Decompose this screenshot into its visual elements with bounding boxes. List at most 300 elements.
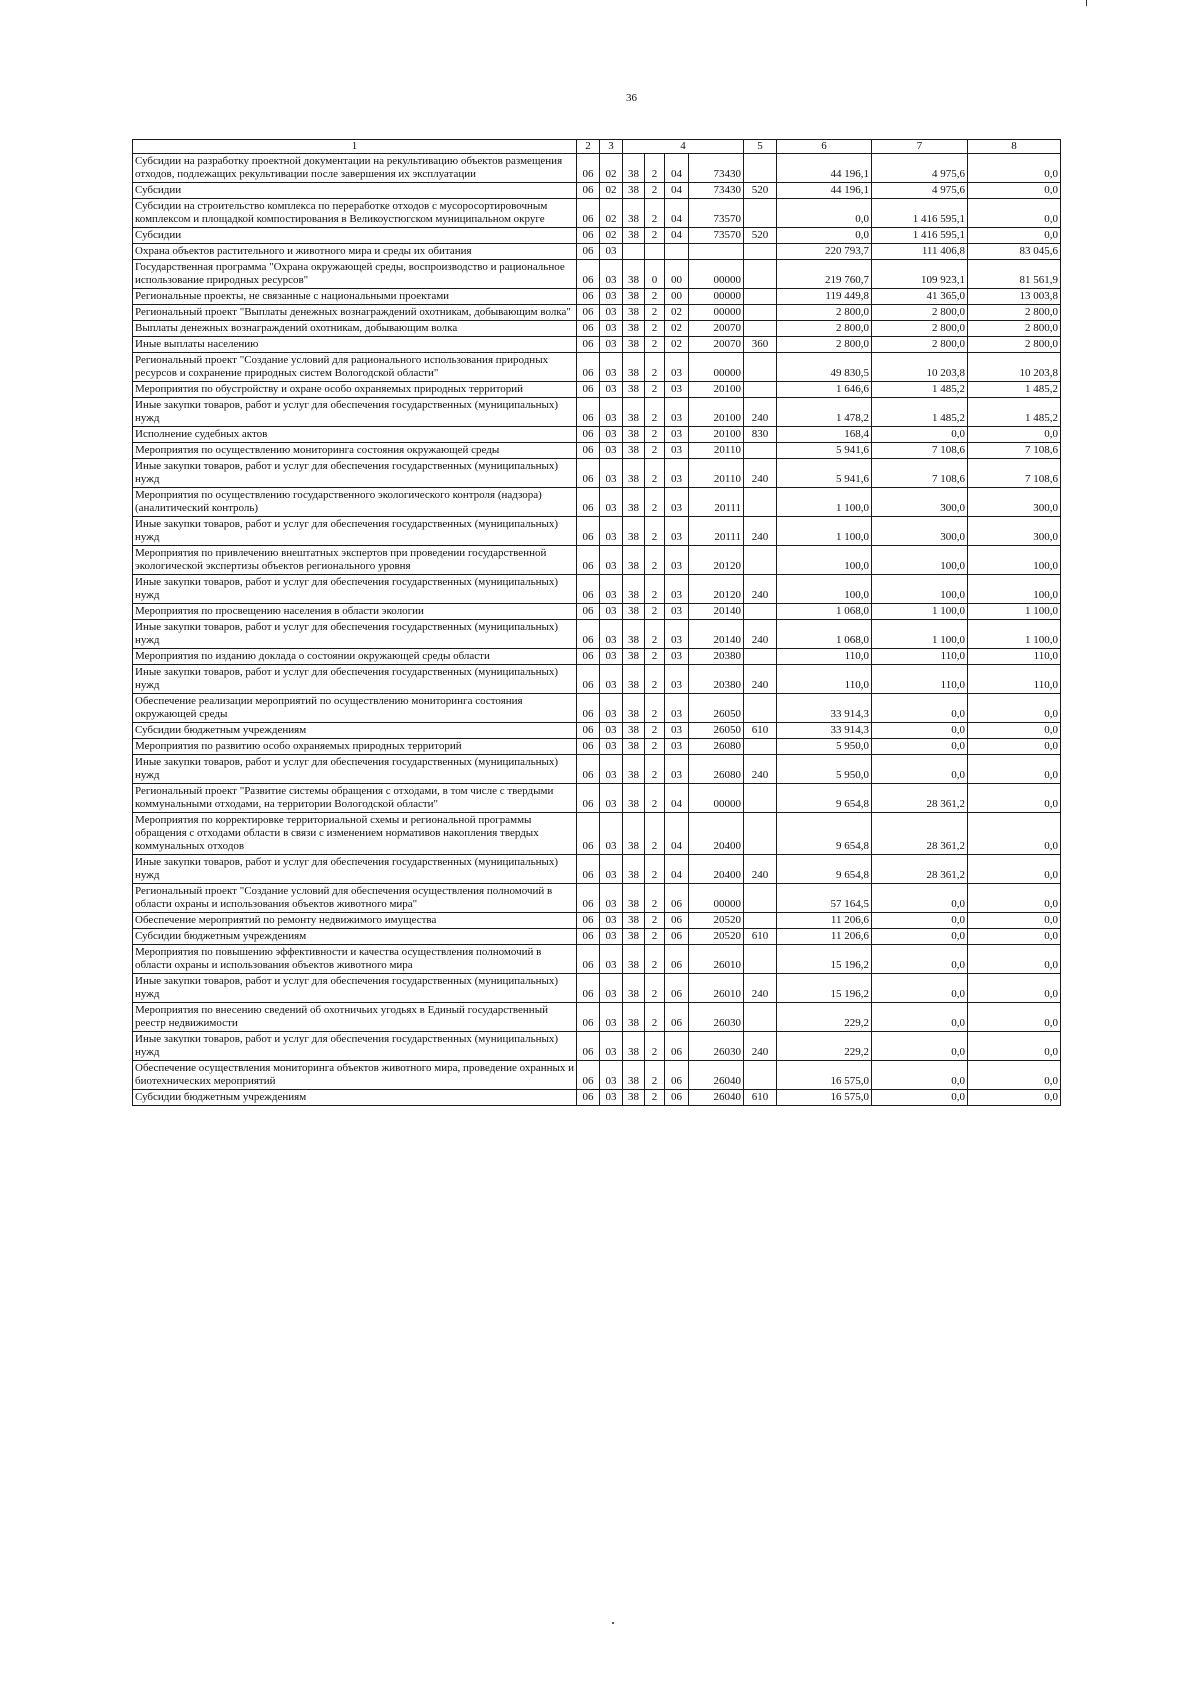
subsection-code: 03 bbox=[600, 929, 623, 945]
value-col-6: 1 478,2 bbox=[777, 398, 872, 427]
page-number: 36 bbox=[626, 92, 637, 104]
project-code bbox=[665, 244, 689, 260]
program-code: 38 bbox=[623, 1003, 645, 1032]
value-col-8: 0,0 bbox=[968, 884, 1061, 913]
project-code: 06 bbox=[665, 913, 689, 929]
item-code: 73570 bbox=[689, 228, 744, 244]
value-col-6: 9 654,8 bbox=[777, 784, 872, 813]
value-col-6: 110,0 bbox=[777, 649, 872, 665]
item-code: 20140 bbox=[689, 620, 744, 649]
row-name: Мероприятия по внесению сведений об охотничьих угодьях в Единый государственный реестр недвижимости bbox=[133, 1003, 577, 1032]
subprogram-code: 2 bbox=[645, 755, 665, 784]
expense-type-code bbox=[744, 1061, 777, 1090]
project-code: 06 bbox=[665, 1090, 689, 1106]
value-col-6: 0,0 bbox=[777, 228, 872, 244]
subprogram-code: 2 bbox=[645, 321, 665, 337]
expense-type-code: 610 bbox=[744, 929, 777, 945]
section-code: 06 bbox=[577, 1061, 600, 1090]
value-col-8: 0,0 bbox=[968, 1032, 1061, 1061]
value-col-7: 109 923,1 bbox=[872, 260, 968, 289]
section-code: 06 bbox=[577, 305, 600, 321]
value-col-7: 100,0 bbox=[872, 575, 968, 604]
value-col-7: 1 100,0 bbox=[872, 604, 968, 620]
header-col-5: 5 bbox=[744, 140, 777, 154]
section-code: 06 bbox=[577, 353, 600, 382]
section-code: 06 bbox=[577, 1032, 600, 1061]
item-code: 26010 bbox=[689, 945, 744, 974]
expense-type-code bbox=[744, 884, 777, 913]
program-code: 38 bbox=[623, 154, 645, 183]
expense-type-code: 240 bbox=[744, 755, 777, 784]
subsection-code: 03 bbox=[600, 884, 623, 913]
value-col-6: 57 164,5 bbox=[777, 884, 872, 913]
expense-type-code bbox=[744, 289, 777, 305]
value-col-6: 119 449,8 bbox=[777, 289, 872, 305]
value-col-8: 2 800,0 bbox=[968, 321, 1061, 337]
item-code: 73570 bbox=[689, 199, 744, 228]
expense-type-code bbox=[744, 260, 777, 289]
value-col-6: 11 206,6 bbox=[777, 929, 872, 945]
value-col-8: 0,0 bbox=[968, 974, 1061, 1003]
section-code: 06 bbox=[577, 321, 600, 337]
expense-type-code bbox=[744, 784, 777, 813]
table-row bbox=[133, 604, 1061, 620]
table-row bbox=[133, 260, 1061, 289]
row-name: Иные закупки товаров, работ и услуг для обеспечения государственных (муниципальных) нужд bbox=[133, 398, 577, 427]
project-code: 03 bbox=[665, 649, 689, 665]
value-col-8: 0,0 bbox=[968, 694, 1061, 723]
table-row bbox=[133, 289, 1061, 305]
subprogram-code: 2 bbox=[645, 620, 665, 649]
table-row bbox=[133, 739, 1061, 755]
row-name: Иные закупки товаров, работ и услуг для обеспечения государственных (муниципальных) нужд bbox=[133, 665, 577, 694]
table-row bbox=[133, 1090, 1061, 1106]
project-code: 03 bbox=[665, 620, 689, 649]
program-code: 38 bbox=[623, 694, 645, 723]
value-col-6: 33 914,3 bbox=[777, 694, 872, 723]
subprogram-code: 0 bbox=[645, 260, 665, 289]
subprogram-code: 2 bbox=[645, 855, 665, 884]
project-code: 04 bbox=[665, 855, 689, 884]
value-col-6: 9 654,8 bbox=[777, 855, 872, 884]
item-code: 20520 bbox=[689, 913, 744, 929]
row-name: Иные закупки товаров, работ и услуг для обеспечения государственных (муниципальных) нужд bbox=[133, 1032, 577, 1061]
value-col-8: 0,0 bbox=[968, 813, 1061, 855]
item-code: 00000 bbox=[689, 305, 744, 321]
value-col-7: 2 800,0 bbox=[872, 305, 968, 321]
program-code: 38 bbox=[623, 929, 645, 945]
item-code: 20070 bbox=[689, 321, 744, 337]
table-row bbox=[133, 913, 1061, 929]
value-col-7: 0,0 bbox=[872, 945, 968, 974]
program-code: 38 bbox=[623, 620, 645, 649]
expense-type-code: 240 bbox=[744, 665, 777, 694]
program-code: 38 bbox=[623, 813, 645, 855]
value-col-8: 0,0 bbox=[968, 228, 1061, 244]
item-code: 26080 bbox=[689, 755, 744, 784]
expense-type-code bbox=[744, 321, 777, 337]
expense-type-code: 240 bbox=[744, 620, 777, 649]
item-code: 26050 bbox=[689, 723, 744, 739]
project-code: 03 bbox=[665, 665, 689, 694]
table-row bbox=[133, 228, 1061, 244]
value-col-7: 28 361,2 bbox=[872, 813, 968, 855]
table-row bbox=[133, 694, 1061, 723]
item-code: 20070 bbox=[689, 337, 744, 353]
value-col-6: 229,2 bbox=[777, 1032, 872, 1061]
row-name: Региональный проект "Выплаты денежных вознаграждений охотникам, добывающим волка" bbox=[133, 305, 577, 321]
subprogram-code: 2 bbox=[645, 1061, 665, 1090]
expense-type-code bbox=[744, 694, 777, 723]
header-col-7: 7 bbox=[872, 140, 968, 154]
row-name: Субсидии бюджетным учреждениям bbox=[133, 723, 577, 739]
value-col-6: 15 196,2 bbox=[777, 945, 872, 974]
value-col-6: 16 575,0 bbox=[777, 1090, 872, 1106]
section-code: 06 bbox=[577, 755, 600, 784]
value-col-7: 10 203,8 bbox=[872, 353, 968, 382]
row-name: Иные закупки товаров, работ и услуг для обеспечения государственных (муниципальных) нужд bbox=[133, 517, 577, 546]
subprogram-code bbox=[645, 244, 665, 260]
subsection-code: 03 bbox=[600, 694, 623, 723]
value-col-8: 110,0 bbox=[968, 649, 1061, 665]
table-row bbox=[133, 546, 1061, 575]
project-code: 04 bbox=[665, 784, 689, 813]
program-code: 38 bbox=[623, 443, 645, 459]
value-col-8: 100,0 bbox=[968, 546, 1061, 575]
project-code: 04 bbox=[665, 199, 689, 228]
item-code: 26030 bbox=[689, 1032, 744, 1061]
program-code: 38 bbox=[623, 739, 645, 755]
subsection-code: 02 bbox=[600, 154, 623, 183]
subprogram-code: 2 bbox=[645, 723, 665, 739]
project-code: 04 bbox=[665, 183, 689, 199]
table-row bbox=[133, 855, 1061, 884]
project-code: 03 bbox=[665, 694, 689, 723]
value-col-6: 16 575,0 bbox=[777, 1061, 872, 1090]
row-name: Субсидии bbox=[133, 228, 577, 244]
item-code: 26040 bbox=[689, 1061, 744, 1090]
value-col-7: 0,0 bbox=[872, 755, 968, 784]
value-col-6: 100,0 bbox=[777, 575, 872, 604]
project-code: 03 bbox=[665, 546, 689, 575]
value-col-8: 0,0 bbox=[968, 427, 1061, 443]
subsection-code: 03 bbox=[600, 784, 623, 813]
row-name: Иные закупки товаров, работ и услуг для обеспечения государственных (муниципальных) нужд bbox=[133, 575, 577, 604]
subsection-code: 03 bbox=[600, 353, 623, 382]
subsection-code: 03 bbox=[600, 289, 623, 305]
value-col-6: 2 800,0 bbox=[777, 321, 872, 337]
table-row bbox=[133, 1032, 1061, 1061]
row-name: Субсидии на строительство комплекса по переработке отходов с мусоросортировочным комплексом и площадкой компостирования в Великоустюгском муниципальном округе bbox=[133, 199, 577, 228]
expense-type-code: 240 bbox=[744, 974, 777, 1003]
expense-type-code bbox=[744, 154, 777, 183]
project-code: 00 bbox=[665, 289, 689, 305]
subprogram-code: 2 bbox=[645, 575, 665, 604]
page-dot bbox=[612, 1622, 614, 1624]
table-row bbox=[133, 813, 1061, 855]
value-col-7: 0,0 bbox=[872, 1032, 968, 1061]
subprogram-code: 2 bbox=[645, 289, 665, 305]
value-col-8: 0,0 bbox=[968, 154, 1061, 183]
subsection-code: 03 bbox=[600, 1061, 623, 1090]
header-col-2: 2 bbox=[577, 140, 600, 154]
table-row bbox=[133, 321, 1061, 337]
value-col-8: 0,0 bbox=[968, 784, 1061, 813]
expense-type-code bbox=[744, 739, 777, 755]
subprogram-code: 2 bbox=[645, 154, 665, 183]
table-row bbox=[133, 398, 1061, 427]
value-col-8: 0,0 bbox=[968, 913, 1061, 929]
subprogram-code: 2 bbox=[645, 665, 665, 694]
value-col-8: 0,0 bbox=[968, 929, 1061, 945]
expense-type-code bbox=[744, 913, 777, 929]
expense-type-code bbox=[744, 199, 777, 228]
value-col-6: 1 646,6 bbox=[777, 382, 872, 398]
section-code: 06 bbox=[577, 517, 600, 546]
value-col-8: 81 561,9 bbox=[968, 260, 1061, 289]
expense-type-code bbox=[744, 305, 777, 321]
subsection-code: 02 bbox=[600, 199, 623, 228]
row-name: Региональный проект "Создание условий для обеспечения осуществления полномочий в области охраны и использования объектов животного мира" bbox=[133, 884, 577, 913]
section-code: 06 bbox=[577, 739, 600, 755]
section-code: 06 bbox=[577, 183, 600, 199]
section-code: 06 bbox=[577, 443, 600, 459]
expense-type-code bbox=[744, 649, 777, 665]
expense-type-code bbox=[744, 443, 777, 459]
item-code: 73430 bbox=[689, 154, 744, 183]
item-code: 26040 bbox=[689, 1090, 744, 1106]
subsection-code: 03 bbox=[600, 604, 623, 620]
value-col-7: 1 416 595,1 bbox=[872, 228, 968, 244]
row-name: Мероприятия по развитию особо охраняемых природных территорий bbox=[133, 739, 577, 755]
subprogram-code: 2 bbox=[645, 649, 665, 665]
value-col-7: 2 800,0 bbox=[872, 321, 968, 337]
project-code: 03 bbox=[665, 723, 689, 739]
program-code: 38 bbox=[623, 884, 645, 913]
subsection-code: 03 bbox=[600, 305, 623, 321]
program-code: 38 bbox=[623, 199, 645, 228]
value-col-6: 168,4 bbox=[777, 427, 872, 443]
expense-type-code: 520 bbox=[744, 183, 777, 199]
row-name: Мероприятия по повышению эффективности и качества осуществления полномочий в области охраны и использования объектов животного мира bbox=[133, 945, 577, 974]
section-code: 06 bbox=[577, 228, 600, 244]
section-code: 06 bbox=[577, 620, 600, 649]
project-code: 04 bbox=[665, 813, 689, 855]
row-name: Мероприятия по привлечению внештатных экспертов при проведении государственной экологической экспертизы объектов регионального уровня bbox=[133, 546, 577, 575]
subprogram-code: 2 bbox=[645, 1090, 665, 1106]
section-code: 06 bbox=[577, 199, 600, 228]
expense-type-code bbox=[744, 488, 777, 517]
budget-table bbox=[132, 139, 1061, 1106]
program-code: 38 bbox=[623, 945, 645, 974]
row-name: Иные выплаты населению bbox=[133, 337, 577, 353]
value-col-7: 28 361,2 bbox=[872, 784, 968, 813]
program-code: 38 bbox=[623, 517, 645, 546]
program-code: 38 bbox=[623, 228, 645, 244]
project-code: 03 bbox=[665, 459, 689, 488]
project-code: 04 bbox=[665, 154, 689, 183]
expense-type-code: 520 bbox=[744, 228, 777, 244]
project-code: 06 bbox=[665, 945, 689, 974]
value-col-8: 0,0 bbox=[968, 723, 1061, 739]
subprogram-code: 2 bbox=[645, 517, 665, 546]
value-col-8: 0,0 bbox=[968, 183, 1061, 199]
subsection-code: 03 bbox=[600, 517, 623, 546]
program-code: 38 bbox=[623, 260, 645, 289]
project-code: 06 bbox=[665, 1003, 689, 1032]
section-code: 06 bbox=[577, 398, 600, 427]
value-col-7: 0,0 bbox=[872, 974, 968, 1003]
project-code: 00 bbox=[665, 260, 689, 289]
expense-type-code: 610 bbox=[744, 723, 777, 739]
table-row bbox=[133, 443, 1061, 459]
value-col-6: 110,0 bbox=[777, 665, 872, 694]
row-name: Обеспечение осуществления мониторинга объектов животного мира, проведение охранных и биотехнических мероприятий bbox=[133, 1061, 577, 1090]
value-col-8: 1 485,2 bbox=[968, 398, 1061, 427]
table-row bbox=[133, 575, 1061, 604]
expense-type-code bbox=[744, 546, 777, 575]
program-code: 38 bbox=[623, 1032, 645, 1061]
project-code: 02 bbox=[665, 321, 689, 337]
section-code: 06 bbox=[577, 929, 600, 945]
table-row bbox=[133, 945, 1061, 974]
value-col-6: 5 941,6 bbox=[777, 443, 872, 459]
table-row bbox=[133, 199, 1061, 228]
table-row bbox=[133, 1003, 1061, 1032]
project-code: 03 bbox=[665, 575, 689, 604]
header-col-3: 3 bbox=[600, 140, 623, 154]
expense-type-code bbox=[744, 244, 777, 260]
section-code: 06 bbox=[577, 337, 600, 353]
item-code: 20380 bbox=[689, 665, 744, 694]
subsection-code: 02 bbox=[600, 183, 623, 199]
row-name: Субсидии бюджетным учреждениям bbox=[133, 1090, 577, 1106]
value-col-8: 0,0 bbox=[968, 855, 1061, 884]
row-name: Выплаты денежных вознаграждений охотникам, добывающим волка bbox=[133, 321, 577, 337]
program-code: 38 bbox=[623, 427, 645, 443]
value-col-7: 1 100,0 bbox=[872, 620, 968, 649]
value-col-7: 7 108,6 bbox=[872, 443, 968, 459]
item-code: 00000 bbox=[689, 289, 744, 305]
section-code: 06 bbox=[577, 974, 600, 1003]
value-col-7: 300,0 bbox=[872, 517, 968, 546]
expense-type-code bbox=[744, 1003, 777, 1032]
program-code: 38 bbox=[623, 459, 645, 488]
item-code: 26080 bbox=[689, 739, 744, 755]
section-code: 06 bbox=[577, 427, 600, 443]
section-code: 06 bbox=[577, 244, 600, 260]
section-code: 06 bbox=[577, 694, 600, 723]
project-code: 04 bbox=[665, 228, 689, 244]
section-code: 06 bbox=[577, 488, 600, 517]
section-code: 06 bbox=[577, 260, 600, 289]
table-row bbox=[133, 517, 1061, 546]
table-row bbox=[133, 620, 1061, 649]
item-code: 20380 bbox=[689, 649, 744, 665]
table-row bbox=[133, 665, 1061, 694]
table-row bbox=[133, 353, 1061, 382]
subprogram-code: 2 bbox=[645, 1003, 665, 1032]
program-code: 38 bbox=[623, 305, 645, 321]
program-code: 38 bbox=[623, 1061, 645, 1090]
project-code: 06 bbox=[665, 974, 689, 1003]
row-name: Иные закупки товаров, работ и услуг для обеспечения государственных (муниципальных) нужд bbox=[133, 855, 577, 884]
subsection-code: 03 bbox=[600, 974, 623, 1003]
item-code: 20100 bbox=[689, 382, 744, 398]
expense-type-code: 360 bbox=[744, 337, 777, 353]
corner-mark bbox=[1086, 0, 1087, 6]
subprogram-code: 2 bbox=[645, 459, 665, 488]
item-code: 20140 bbox=[689, 604, 744, 620]
row-name: Субсидии bbox=[133, 183, 577, 199]
program-code: 38 bbox=[623, 488, 645, 517]
row-name: Субсидии бюджетным учреждениям bbox=[133, 929, 577, 945]
expense-type-code bbox=[744, 382, 777, 398]
expense-type-code: 240 bbox=[744, 1032, 777, 1061]
section-code: 06 bbox=[577, 813, 600, 855]
value-col-8: 10 203,8 bbox=[968, 353, 1061, 382]
item-code: 00000 bbox=[689, 260, 744, 289]
value-col-7: 0,0 bbox=[872, 913, 968, 929]
subprogram-code: 2 bbox=[645, 398, 665, 427]
section-code: 06 bbox=[577, 784, 600, 813]
value-col-6: 1 068,0 bbox=[777, 620, 872, 649]
value-col-6: 9 654,8 bbox=[777, 813, 872, 855]
program-code: 38 bbox=[623, 546, 645, 575]
header-col-4: 4 bbox=[623, 140, 744, 154]
subprogram-code: 2 bbox=[645, 813, 665, 855]
value-col-8: 300,0 bbox=[968, 517, 1061, 546]
item-code: 00000 bbox=[689, 353, 744, 382]
section-code: 06 bbox=[577, 1090, 600, 1106]
value-col-6: 5 941,6 bbox=[777, 459, 872, 488]
table-row bbox=[133, 459, 1061, 488]
table-row bbox=[133, 929, 1061, 945]
row-name: Региональный проект "Создание условий для рационального использования природных ресурсов и сохранение природных систем Вологодской области" bbox=[133, 353, 577, 382]
value-col-6: 44 196,1 bbox=[777, 183, 872, 199]
subprogram-code: 2 bbox=[645, 604, 665, 620]
item-code: 20111 bbox=[689, 517, 744, 546]
value-col-8: 1 100,0 bbox=[968, 620, 1061, 649]
expense-type-code: 830 bbox=[744, 427, 777, 443]
project-code: 03 bbox=[665, 443, 689, 459]
subsection-code: 03 bbox=[600, 913, 623, 929]
section-code: 06 bbox=[577, 649, 600, 665]
value-col-7: 7 108,6 bbox=[872, 459, 968, 488]
program-code: 38 bbox=[623, 784, 645, 813]
subprogram-code: 2 bbox=[645, 929, 665, 945]
value-col-8: 2 800,0 bbox=[968, 305, 1061, 321]
value-col-8: 0,0 bbox=[968, 739, 1061, 755]
subsection-code: 03 bbox=[600, 321, 623, 337]
subprogram-code: 2 bbox=[645, 228, 665, 244]
program-code: 38 bbox=[623, 289, 645, 305]
program-code: 38 bbox=[623, 723, 645, 739]
item-code: 20111 bbox=[689, 488, 744, 517]
item-code: 20100 bbox=[689, 398, 744, 427]
value-col-6: 44 196,1 bbox=[777, 154, 872, 183]
program-code: 38 bbox=[623, 183, 645, 199]
value-col-7: 1 485,2 bbox=[872, 398, 968, 427]
value-col-6: 11 206,6 bbox=[777, 913, 872, 929]
subprogram-code: 2 bbox=[645, 199, 665, 228]
value-col-8: 83 045,6 bbox=[968, 244, 1061, 260]
section-code: 06 bbox=[577, 382, 600, 398]
value-col-6: 5 950,0 bbox=[777, 739, 872, 755]
subprogram-code: 2 bbox=[645, 382, 665, 398]
subprogram-code: 2 bbox=[645, 488, 665, 517]
value-col-7: 110,0 bbox=[872, 649, 968, 665]
